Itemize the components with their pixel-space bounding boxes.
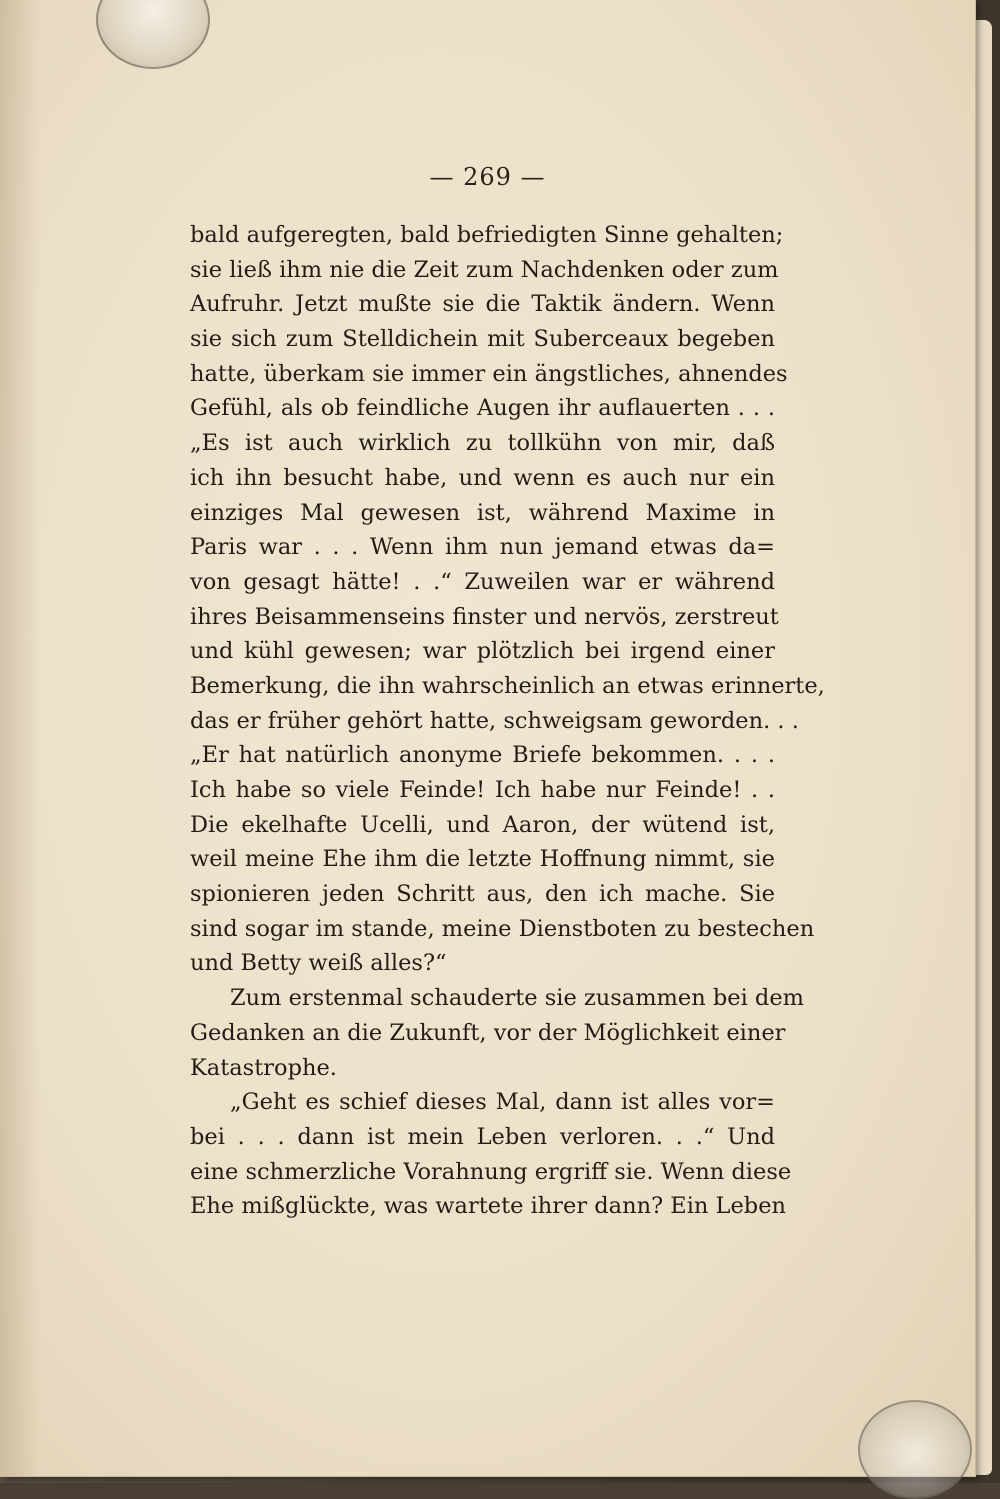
text-line: hatte, überkam sie immer ein ängstliches, ahnendes: [190, 360, 788, 387]
text-line: Bemerkung, die ihn wahrscheinlich an etwas erinnerte,: [190, 672, 825, 699]
text-line: und Betty weiß alles?“: [190, 950, 447, 977]
glass-clip-top: [96, 0, 210, 69]
body-text: [190, 218, 825, 1224]
text-line: Ehe mißglückte, was wartete ihrer dann? Ein Leben: [190, 1193, 787, 1220]
text-line: Katastrophe.: [190, 1054, 337, 1081]
text-line: sie sich zum Stelldichein mit Suberceaux begeben: [190, 326, 775, 353]
page-number: — 269 —: [429, 163, 546, 191]
text-line: einziges Mal gewesen ist, während Maxime in: [190, 499, 775, 526]
text-line: Gefühl, als ob feindliche Augen ihr auflauerten . . .: [190, 395, 775, 422]
text-line: spionieren jeden Schritt aus, den ich mache. Sie: [190, 881, 775, 908]
text-line: Aufruhr. Jetzt mußte sie die Taktik ändern. Wenn: [190, 291, 775, 318]
text-line: ihres Beisammenseins finster und nervös, zerstreut: [190, 603, 779, 630]
text-line: „Er hat natürlich anonyme Briefe bekommen. . . .: [190, 742, 775, 769]
text-line: „Es ist auch wirklich zu tollkühn von mir, daß: [190, 430, 775, 457]
text-line: und kühl gewesen; war plötzlich bei irgend einer: [190, 638, 775, 665]
text-line: Gedanken an die Zukunft, vor der Möglichkeit einer: [190, 1019, 786, 1046]
text-line: „Geht es schief dieses Mal, dann ist alles vor=: [230, 1089, 775, 1116]
glass-clip-bottom: [858, 1400, 972, 1499]
text-line: Zum erstenmal schauderte sie zusammen bei dem: [230, 985, 804, 1012]
text-line: sind sogar im stande, meine Dienstboten zu bestechen: [190, 915, 815, 942]
text-line: Die ekelhafte Ucelli, und Aaron, der wütend ist,: [190, 811, 775, 838]
text-line: Paris war . . . Wenn ihm nun jemand etwas da=: [190, 534, 775, 561]
text-line: weil meine Ehe ihm die letzte Hoffnung nimmt, sie: [190, 846, 775, 873]
text-line: das er früher gehört hatte, schweigsam geworden. . .: [190, 707, 799, 734]
text-line: sie ließ ihm nie die Zeit zum Nachdenken oder zum: [190, 256, 779, 283]
text-line: bei . . . dann ist mein Leben verloren. . .“ Und: [190, 1123, 775, 1150]
text-line: von gesagt hätte! . .“ Zuweilen war er während: [190, 568, 775, 595]
text-line: bald aufgeregten, bald befriedigten Sinne gehalten;: [190, 222, 784, 248]
text-line: ich ihn besucht habe, und wenn es auch nur ein: [190, 464, 775, 491]
text-line: Ich habe so viele Feinde! Ich habe nur Feinde! . .: [190, 777, 775, 803]
text-line: eine schmerzliche Vorahnung ergriff sie. Wenn diese: [190, 1158, 792, 1185]
